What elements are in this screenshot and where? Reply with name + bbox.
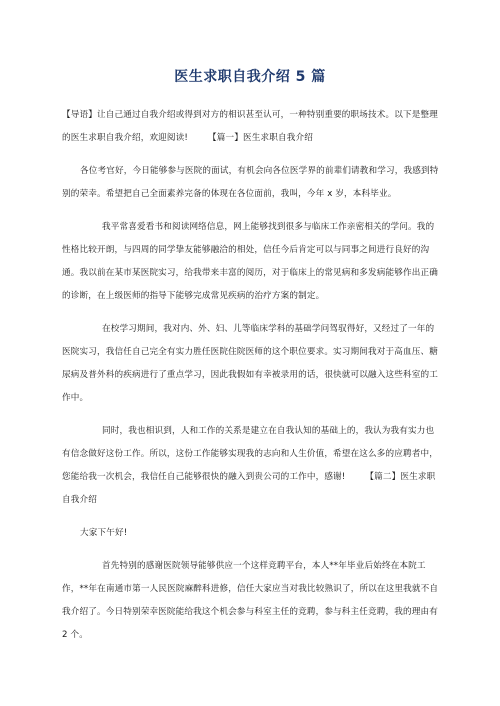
intro-paragraph xyxy=(62,104,440,150)
paragraph-3: 在校学习期间，我对内、外、妇、儿等临床学科的基础学问驾驭得好，又经过了一年的医院实习，我信任自己完全有实力胜任医院住院医师的这个职位要求。实习期间我对于高血压、糖尿病及普外科的疾病进行了重点学习，因此我假如有幸被录用的话，很快就可以融入这些科室的工作中。 xyxy=(62,324,438,403)
intro-tag: 【导语】 xyxy=(62,110,97,120)
paragraph-2: 我平常喜爱看书和阅读网络信息，网上能够找到很多与临床工作亲密相关的学问。我的性格比较开朗，与四周的同学挚友能够融洽的相处，信任今后肯定可以与同事之间进行良好的沟通。我以前在某市某医院实习，给我带来丰富的阅历，对于临床上的常见病和多发病能够作出正确的诊断，在上级医师的指导下能够完成常见疾病的治疗方案的制定。 xyxy=(62,222,438,301)
document-title: 医生求职自我介绍 5 篇 xyxy=(174,69,326,85)
greeting: 大家下午好! xyxy=(80,528,128,538)
paragraph-5: 首先特别的感谢医院领导能够供应一个这样竞聘平台，本人**年毕业后始终在本院工作，**年在南通市第一人民医院麻醉科进修，信任大家应当对我比较熟识了，所以在这里我就不自我介绍了。今日特别荣幸医院能给我这个机会参与科室主任的竞聘，参与科主任竞聘，我的理由有 2 个。 xyxy=(62,561,439,640)
paragraph-4-text: 同时，我也相识到，人和工作的关系是建立在自我认知的基础上的，我认为我有实力也有信念做好这份工作。所以，这份工作能够实现我的志向和人生价值，希望在这么多的应聘者中，您能给我一次机会，我信任自己能够很快的融入到贵公司的工作中，感谢! xyxy=(62,426,438,482)
section1-heading: 【篇一】医生求职自我介绍 xyxy=(208,133,313,143)
intro-text: 让自己通过自我介绍或得到对方的相识甚至认可，一种特别重要的职场技术。以下是整理的医生求职自我介绍，欢迎阅读! xyxy=(62,110,438,143)
paragraph-1: 各位考官好，今日能够参与医院的面试，有机会向各位医学界的前辈们请教和学习，我感到特别的荣幸。希望把自己全面素养完备的体现在各位面前，我叫，今年 x 岁，本科毕业。 xyxy=(62,166,439,199)
document-body xyxy=(62,104,440,657)
paragraph-4 xyxy=(62,420,440,512)
section2-heading: 【篇二】医生求职自我介绍 xyxy=(62,472,436,505)
